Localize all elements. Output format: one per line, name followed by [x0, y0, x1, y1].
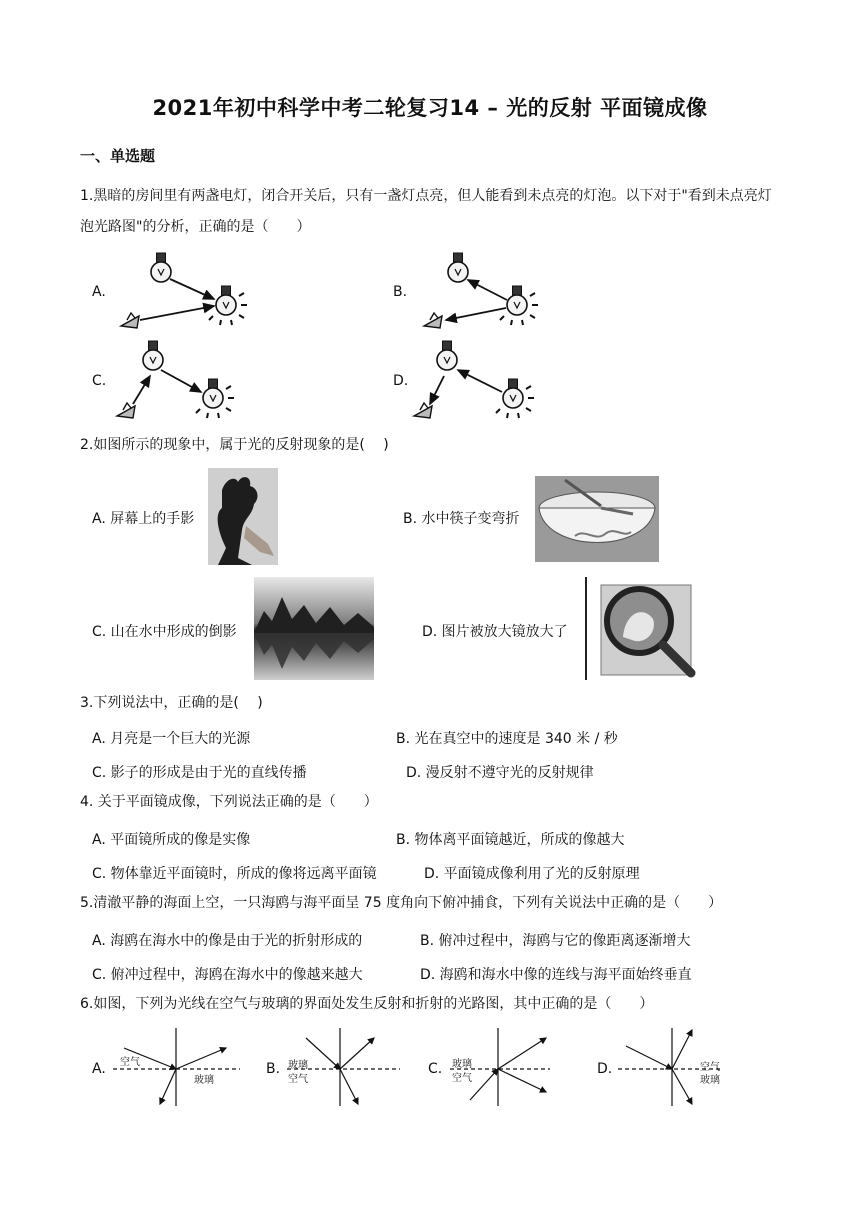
q4-option-d[interactable]: D. 平面镜成像利用了光的反射原理	[424, 866, 640, 882]
q2-option-d[interactable]: D. 图片被放大镜放大了	[422, 624, 568, 640]
question-5-text: 5.清澈平静的海面上空，一只海鸥与海平面呈 75 度角向下俯冲捕食，下列有关说法中正确的是（ ）	[80, 895, 723, 911]
q5-option-c[interactable]: C. 俯冲过程中，海鸥在海水中的像越来越大	[92, 967, 363, 983]
q3-option-d[interactable]: D. 漫反射不遵守光的反射规律	[406, 765, 594, 781]
q3-option-a[interactable]: A. 月亮是一个巨大的光源	[92, 731, 251, 747]
question-3-text: 3.下列说法中，正确的是( )	[80, 695, 263, 711]
q2-option-a[interactable]: A. 屏幕上的手影	[92, 511, 195, 527]
page-title: 2021年初中科学中考二轮复习14 – 光的反射 平面镜成像	[152, 96, 708, 120]
q6-a-bottom-medium: 玻璃	[194, 1075, 214, 1086]
q6-c-top-medium: 玻璃	[452, 1059, 472, 1070]
q6-a-top-medium: 空气	[120, 1057, 140, 1068]
q1-option-a-label[interactable]: A.	[92, 284, 106, 300]
section-heading: 一、单选题	[80, 147, 156, 165]
q2-option-b[interactable]: B. 水中筷子变弯折	[403, 511, 520, 527]
question-1-text: 1.黑暗的房间里有两盏电灯，闭合开关后，只有一盏灯点亮，但人能看到未点亮的灯泡。以下对于"看到未点亮灯泡光路图"的分析，正确的是（ ）	[80, 188, 772, 235]
q1-option-c-label[interactable]: C.	[92, 373, 107, 389]
q3-option-c[interactable]: C. 影子的形成是由于光的直线传播	[92, 765, 307, 781]
question-4-text: 4. 关于平面镜成像，下列说法正确的是（ ）	[80, 794, 378, 810]
q6-option-d[interactable]: D.	[597, 1061, 613, 1077]
q5-option-d[interactable]: D. 海鸥和海水中像的连线与海平面始终垂直	[420, 967, 692, 983]
q6-b-top-medium: 玻璃	[288, 1060, 308, 1071]
q1-option-b-label[interactable]: B.	[393, 284, 408, 300]
q6-option-b[interactable]: B.	[266, 1061, 281, 1077]
question-6-text: 6.如图，下列为光线在空气与玻璃的界面处发生反射和折射的光路图，其中正确的是（ ）	[80, 996, 654, 1012]
q2-option-c[interactable]: C. 山在水中形成的倒影	[92, 624, 237, 640]
q1-option-d-label[interactable]: D.	[393, 373, 409, 389]
q6-d-top-medium: 空气	[700, 1062, 720, 1073]
q6-d-bottom-medium: 玻璃	[700, 1075, 720, 1086]
q6-option-c[interactable]: C.	[428, 1061, 443, 1077]
q4-option-b[interactable]: B. 物体离平面镜越近，所成的像越大	[396, 832, 625, 848]
q5-option-a[interactable]: A. 海鸥在海水中的像是由于光的折射形成的	[92, 933, 363, 949]
q6-b-bottom-medium: 空气	[288, 1074, 308, 1085]
q5-option-b[interactable]: B. 俯冲过程中，海鸥与它的像距离逐渐增大	[420, 933, 691, 949]
q3-option-b[interactable]: B. 光在真空中的速度是 340 米 / 秒	[396, 731, 618, 747]
q6-c-bottom-medium: 空气	[452, 1073, 472, 1084]
q4-option-a[interactable]: A. 平面镜所成的像是实像	[92, 832, 251, 848]
q4-option-c[interactable]: C. 物体靠近平面镜时，所成的像将远离平面镜	[92, 866, 377, 882]
q6-option-a[interactable]: A.	[92, 1061, 106, 1077]
question-2-text: 2.如图所示的现象中，属于光的反射现象的是( )	[80, 437, 389, 453]
